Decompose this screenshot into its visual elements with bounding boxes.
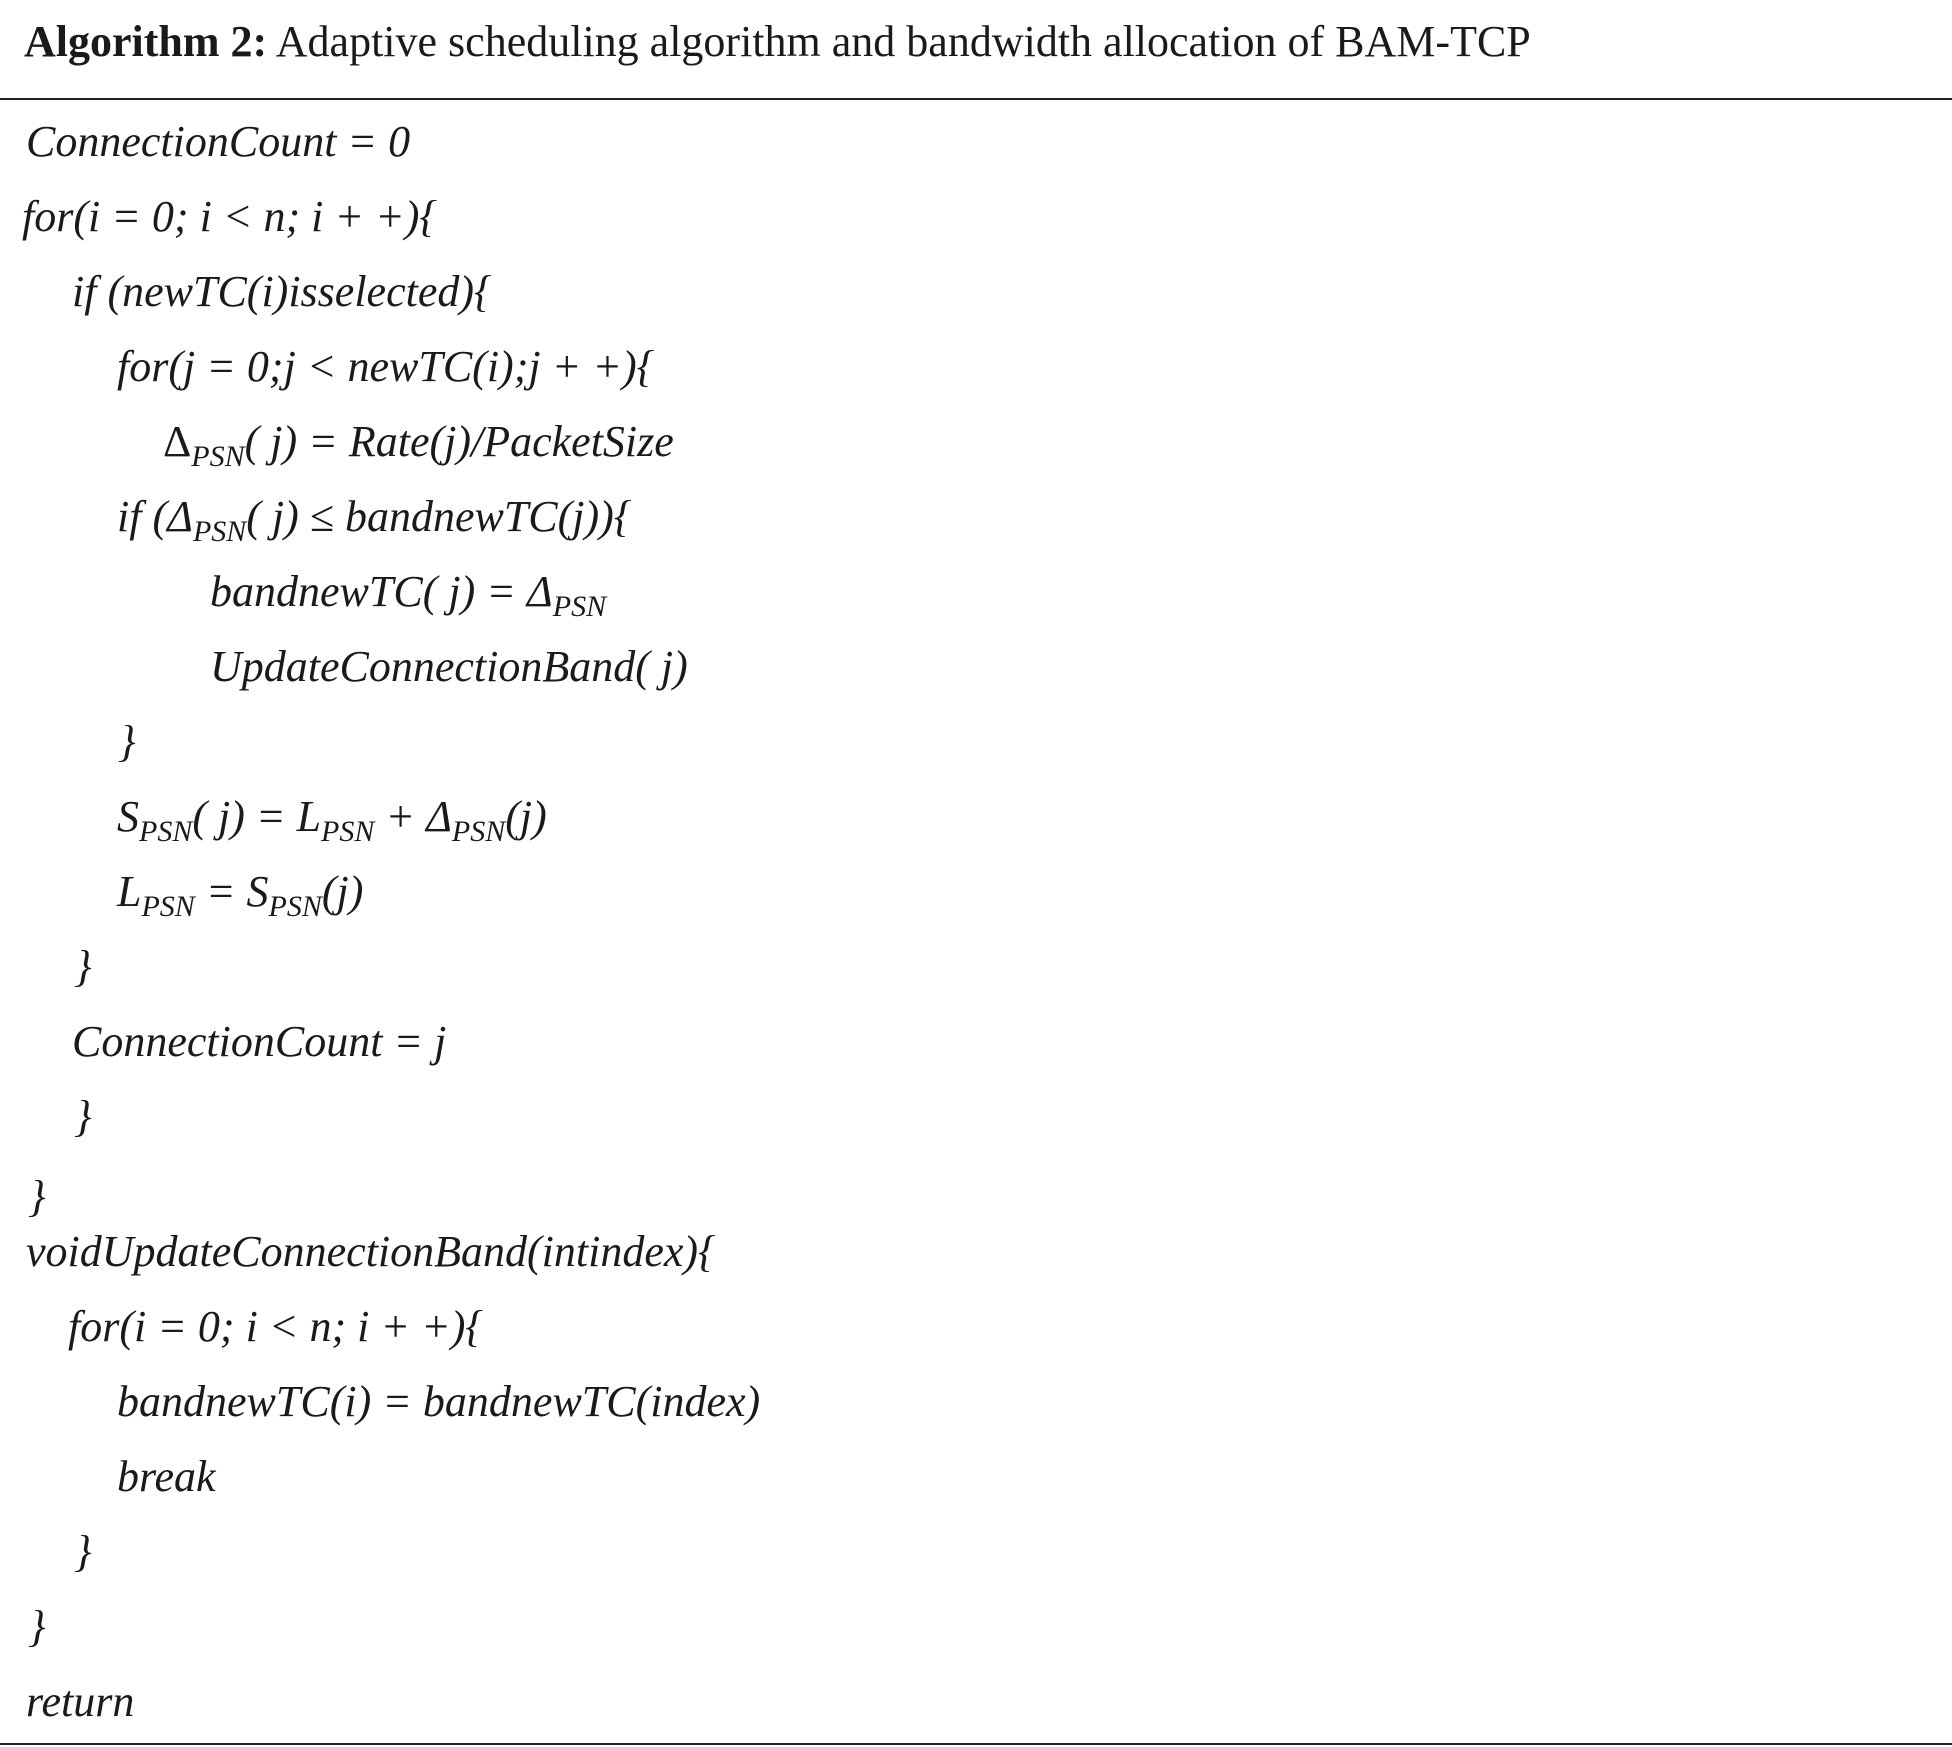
- code-line-2: for(i = 0; i < n; i + +){: [22, 192, 437, 241]
- code-line-10-plus: + Δ: [374, 792, 452, 841]
- code-line-5-rest: ( j) = Rate(j)/PacketSize: [244, 417, 674, 466]
- code-line-21: }: [28, 1602, 46, 1651]
- code-line-20: }: [74, 1527, 92, 1576]
- algorithm-title: Adaptive scheduling algorithm and bandwidth allocation of BAM-TCP: [275, 17, 1531, 66]
- psn-subscript: PSN: [192, 515, 247, 548]
- code-line-1: ConnectionCount = 0: [26, 117, 411, 166]
- code-line-10: [117, 792, 547, 848]
- code-line-11-mid: = S: [194, 867, 269, 916]
- delta-symbol: Δ: [163, 417, 192, 466]
- psn-subscript: PSN: [191, 440, 245, 473]
- code-line-22: return: [26, 1677, 135, 1726]
- code-line-11-end: (j): [321, 867, 364, 916]
- psn-subscript: PSN: [552, 590, 607, 623]
- code-line-11: [117, 867, 364, 923]
- code-line-14: }: [74, 1092, 92, 1141]
- code-line-9: }: [118, 717, 136, 766]
- code-line-12: }: [74, 942, 92, 991]
- code-line-5: [163, 417, 674, 473]
- psn-subscript: PSN: [451, 815, 506, 848]
- code-line-17: for(i = 0; i < n; i + +){: [68, 1302, 483, 1351]
- code-line-13: ConnectionCount = j: [72, 1017, 447, 1066]
- top-rule: [0, 98, 1952, 100]
- code-line-16: voidUpdateConnectionBand(intindex){: [26, 1227, 716, 1276]
- code-line-7: [210, 567, 607, 623]
- code-line-10-mid: ( j) = L: [192, 792, 322, 841]
- algorithm-caption: [24, 14, 1531, 70]
- code-line-4: for(j = 0;j < newTC(i);j + +){: [117, 342, 655, 391]
- bottom-rule: [0, 1743, 1952, 1745]
- code-line-15: }: [28, 1172, 46, 1221]
- code-line-10-end: (j): [505, 792, 547, 841]
- code-line-11-l: L: [117, 867, 142, 916]
- code-line-7-pre: bandnewTC( j) = Δ: [210, 567, 553, 616]
- psn-subscript: PSN: [321, 815, 375, 848]
- psn-subscript: PSN: [141, 890, 195, 923]
- code-line-18: bandnewTC(i) = bandnewTC(index): [117, 1377, 761, 1426]
- code-line-8: UpdateConnectionBand( j): [210, 642, 688, 691]
- psn-subscript: PSN: [268, 890, 322, 923]
- algorithm-label: Algorithm 2:: [24, 17, 268, 66]
- code-line-6-pre: if (Δ: [117, 492, 193, 541]
- psn-subscript: PSN: [139, 815, 193, 848]
- code-line-3: if (newTC(i)isselected){: [72, 267, 492, 316]
- code-line-10-s: S: [117, 792, 139, 841]
- code-line-6-rest: ( j) ≤ bandnewTC(j)){: [246, 492, 632, 541]
- code-line-6: [117, 492, 632, 548]
- code-line-19: break: [117, 1452, 216, 1501]
